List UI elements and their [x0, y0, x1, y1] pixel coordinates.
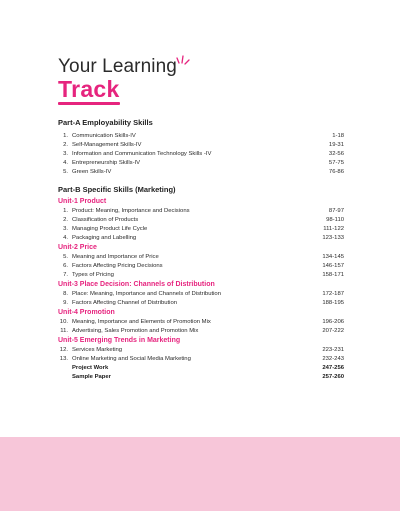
- unit-4-title: Unit-4 Promotion: [58, 309, 115, 316]
- heading-track: Track: [58, 76, 120, 102]
- toc-row[interactable]: 4. Entrepreneurship Skills-IV 57-75: [63, 160, 344, 166]
- part-b-title: Part-B Specific Skills (Marketing): [58, 185, 176, 194]
- unit-3-title: Unit-3 Place Decision: Channels of Distribution: [58, 281, 215, 288]
- toc-row-sample-paper[interactable]: Sample Paper 257-260: [72, 374, 344, 380]
- part-a-title: Part-A Employability Skills: [58, 118, 153, 127]
- unit-1-title: Unit-1 Product: [58, 198, 107, 205]
- toc-row[interactable]: 7. Types of Pricing 158-171: [63, 272, 344, 278]
- spark-icon: [176, 54, 190, 68]
- toc-row[interactable]: 10. Meaning, Importance and Elements of Promotion Mix 196-206: [59, 319, 344, 325]
- toc-row[interactable]: 13. Online Marketing and Social Media Marketing 232-243: [59, 356, 344, 362]
- toc-row[interactable]: 4. Packaging and Labelling 123-133: [63, 235, 344, 241]
- toc-row[interactable]: 12. Services Marketing 223-231: [59, 347, 344, 353]
- unit-5-title: Unit-5 Emerging Trends in Marketing: [58, 337, 181, 344]
- toc-row[interactable]: 1. Communication Skills-IV 1-18: [63, 133, 344, 139]
- heading-line1-text: Your Learning: [58, 56, 177, 77]
- toc-row[interactable]: 3. Information and Communication Technology Skills -IV 32-56: [63, 151, 344, 157]
- heading-line1: [58, 56, 177, 78]
- toc-row[interactable]: 9. Factors Affecting Channel of Distribution 188-195: [63, 300, 344, 306]
- toc-row[interactable]: 2. Classification of Products 98-110: [63, 217, 344, 223]
- toc-row[interactable]: 5. Green Skills-IV 76-86: [63, 169, 344, 175]
- toc-row[interactable]: 1. Product: Meaning, Importance and Decisions 87-97: [63, 208, 344, 214]
- toc-row[interactable]: 2. Self-Management Skills-IV 19-31: [63, 142, 344, 148]
- footer-band: [0, 437, 400, 511]
- toc-row[interactable]: 11. Advertising, Sales Promotion and Promotion Mix 207-222: [60, 328, 344, 334]
- page-heading: [58, 56, 177, 105]
- toc-row[interactable]: 6. Factors Affecting Pricing Decisions 146-157: [63, 263, 344, 269]
- toc-row[interactable]: 5. Meaning and Importance of Price 134-145: [63, 254, 344, 260]
- toc-row[interactable]: 8. Place: Meaning, Importance and Channels of Distribution 172-187: [63, 291, 344, 297]
- unit-2-title: Unit-2 Price: [58, 244, 97, 251]
- toc-row[interactable]: 3. Managing Product Life Cycle 111-122: [63, 226, 344, 232]
- toc-row-project-work[interactable]: Project Work 247-256: [72, 365, 344, 371]
- table-of-contents: [58, 118, 344, 382]
